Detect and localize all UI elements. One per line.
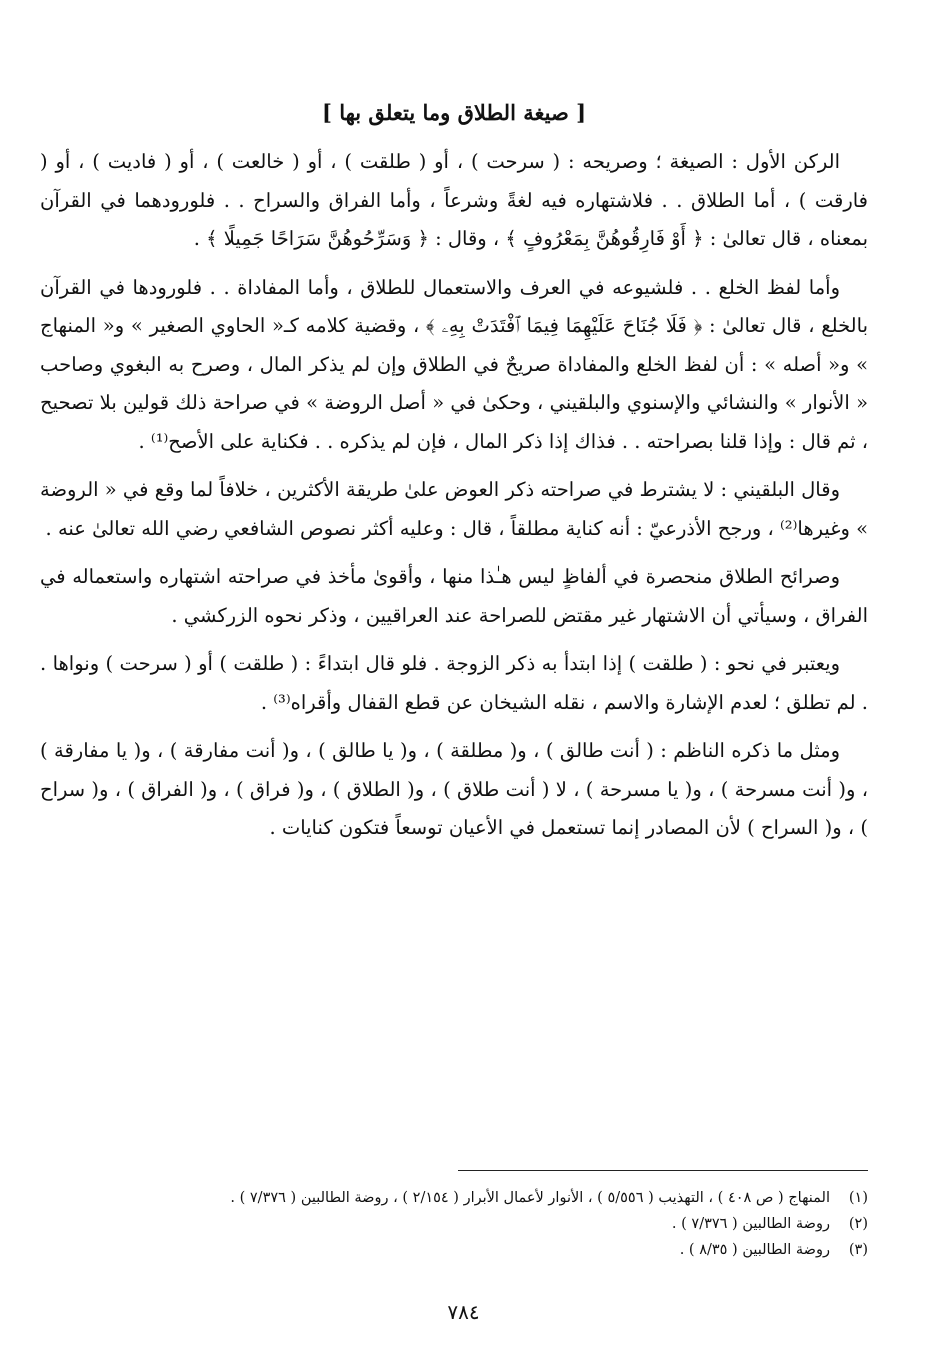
section-heading: [ صيغة الطلاق وما يتعلق بها ]	[321, 100, 587, 125]
footnote-separator	[458, 1170, 868, 1171]
paragraph: وقال البلقيني : لا يشترط في صراحته ذكر العوض علىٰ طريقة الأكثرين ، خلافاً لما وقع في « الروضة » وغيرها⁽²⁾ ، ورجح الأذرعيّ : أنه كناية مطلقاً ، قال : وعليه أكثر نصوص الشافعي رضي الله تعالىٰ عنه .	[40, 478, 868, 540]
footnote-number: (٣)	[848, 1242, 868, 1258]
footnote-item	[40, 1211, 868, 1237]
paragraph: ويعتبر في نحو : ( طلقت ) إذا ابتدأ به ذكر الزوجة . فلو قال ابتداءً : ( طلقت ) أو ( سرحت ) ونواها . . لم تطلق ؛ لعدم الإشارة والاسم ، نقله الشيخان عن قطع القفال وأقراه⁽³⁾ .	[40, 652, 868, 714]
paragraph: ومثل ما ذكره الناظم : ( أنت طالق ) ، و( مطلقة ) ، و( يا طالق ) ، و( أنت مفارقة ) ، و( يا مفارقة ) ، و( أنت مسرحة ) ، و( يا مسرحة ) ، لا ( أنت طلاق ) ، و( الطلاق ) ، و( فراق ) ، و( الفراق ) ، و( سراح ) ، و( السراح ) لأن المصادر إنما تستعمل في الأعيان توسعاً فتكون كنايات .	[40, 739, 868, 839]
footnote-number: (١)	[848, 1190, 868, 1206]
footnote-number: (٢)	[848, 1216, 868, 1232]
footnote-item	[40, 1185, 868, 1211]
footnotes	[40, 1185, 868, 1263]
paragraph: وصرائح الطلاق منحصرة في ألفاظٍ ليس هـٰذا منها ، وأقوىٰ مأخذ في صراحته اشتهاره واستعماله في الفراق ، وسيأتي أن الاشتهار غير مقتض للصراحة عند العراقيين ، وذكر نحوه الزركشي .	[40, 565, 868, 627]
footnote-text: روضة الطالبين ( ٨/٣٥ ) .	[679, 1242, 830, 1258]
paragraph: الركن الأول : الصيغة ؛ وصريحه : ( سرحت ) ، أو ( طلقت ) ، أو ( خالعت ) ، أو ( فاديت ) ، أو ( فارقت ) ، أما الطلاق . . فلاشتهاره فيه لغةً وشرعاً ، وأما الفراق والسراح . . فلورودهما في القرآن بمعناه ، قال تعالىٰ : ﴿ أَوْ فَارِقُوهُنَّ بِمَعْرُوفٍ ﴾ ، وقال : ﴿ وَسَرِّحُوهُنَّ سَرَاحًا جَمِيلًا ﴾ .	[40, 150, 868, 250]
footnote-text: المنهاج ( ص ٤٠٨ ) ، التهذيب ( ٥/٥٥٦ ) ، الأنوار لأعمال الأبرار ( ٢/١٥٤ ) ، روضة الطالبين ( ٧/٣٧٦ ) .	[230, 1190, 830, 1206]
footnote-text: روضة الطالبين ( ٧/٣٧٦ ) .	[671, 1216, 830, 1232]
page-body	[40, 100, 868, 858]
page-number: ٧٨٤	[447, 1300, 480, 1324]
footnote-item	[40, 1237, 868, 1263]
paragraph: وأما لفظ الخلع . . فلشيوعه في العرف والاستعمال للطلاق ، وأما المفاداة . . فلورودها في القرآن بالخلع ، قال تعالىٰ : ﴿ فَلَا جُنَاحَ عَلَيْهِمَا فِيمَا ٱفْتَدَتْ بِهِۦ ﴾ ، وقضية كلامه كـ« الحاوي الصغير » و« المنهاج » و« أصله » : أن لفظ الخلع والمفاداة صريحٌ في الطلاق وإن لم يذكر المال ، وصرح به البغوي وصاحب « الأنوار » والنشائي والإسنوي والبلقيني ، وحكىٰ في « أصل الروضة » في صراحة ذلك قولين بلا تصحيح ، ثم قال : وإذا قلنا بصراحته . . فذاك إذا ذكر المال ، فإن لم يذكره . . فكناية على الأصح⁽¹⁾ .	[40, 275, 868, 453]
